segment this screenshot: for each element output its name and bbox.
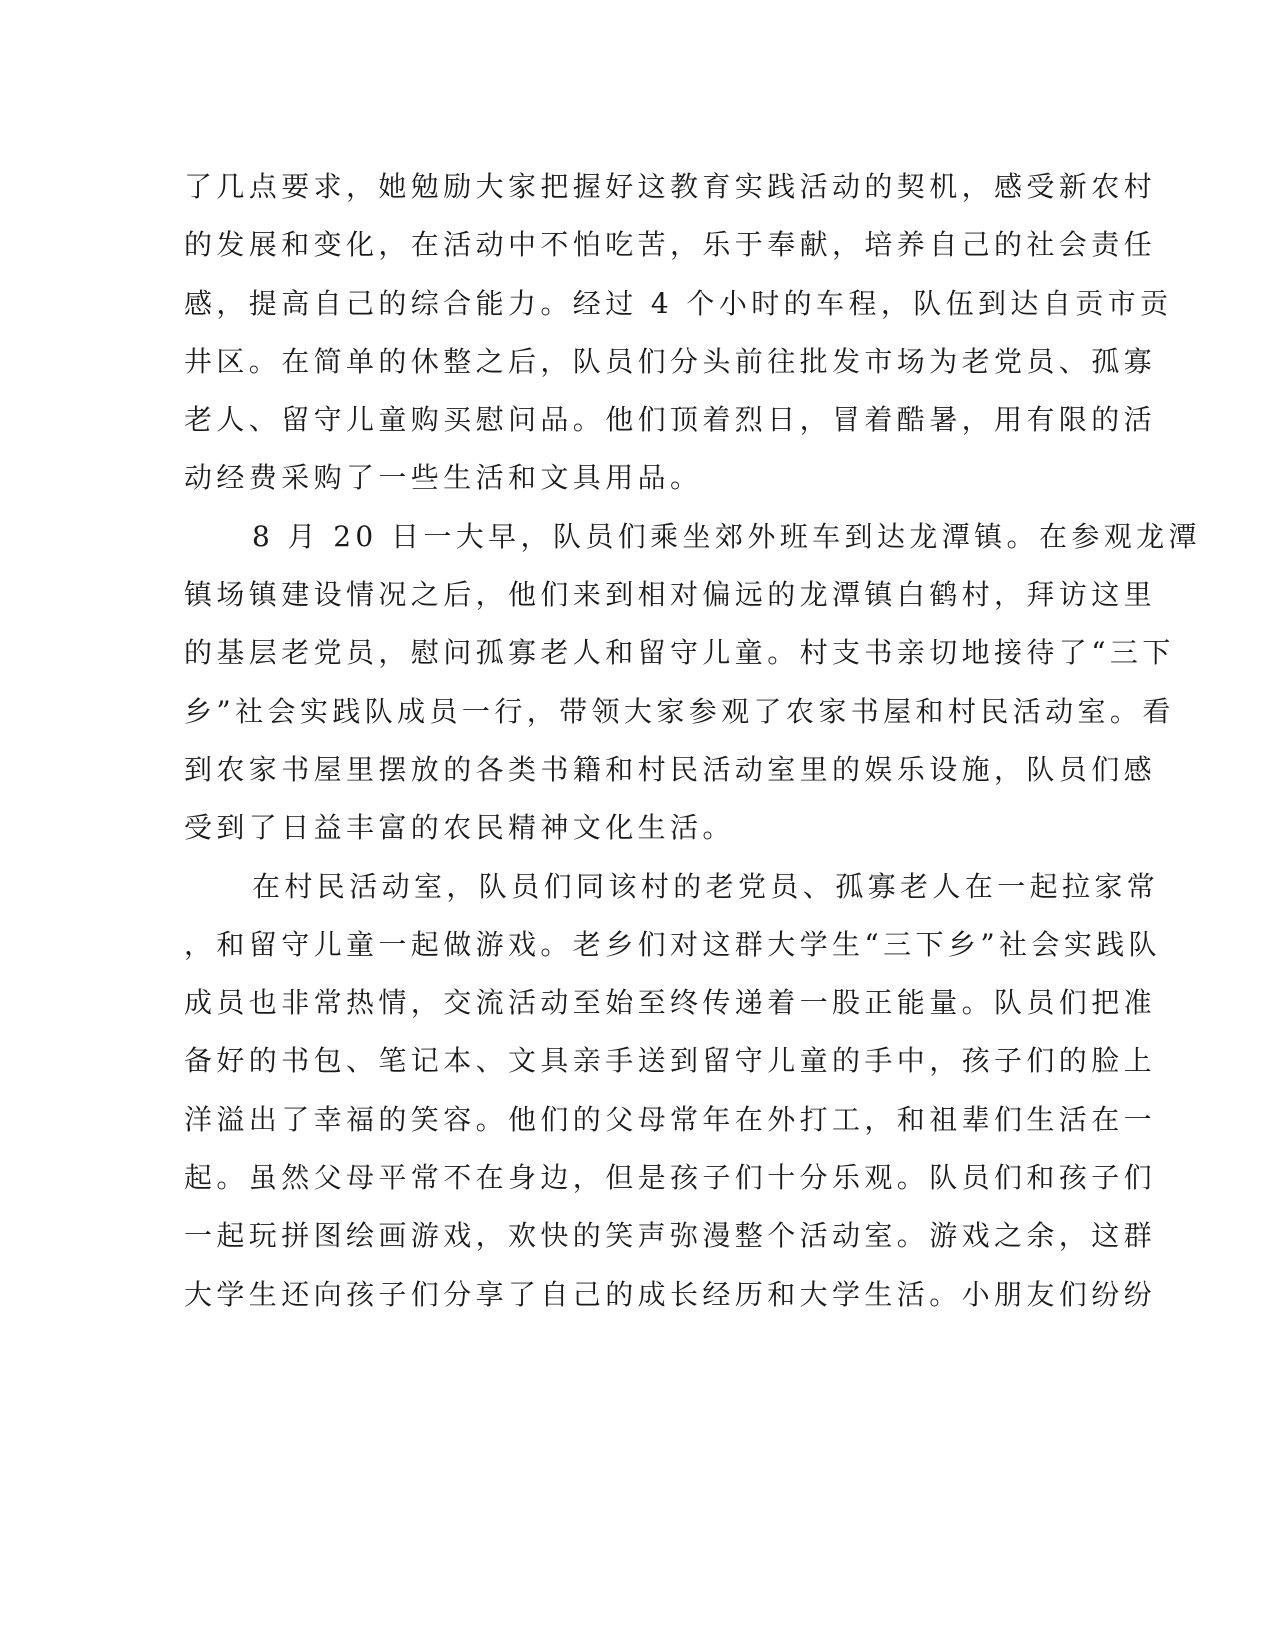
text-line: 大学生还向孩子们分享了自己的成长经历和大学生活。小朋友们纷纷: [184, 1277, 1157, 1311]
text-line: 洋溢出了幸福的笑容。他们的父母常年在外打工，和祖辈们生活在一: [184, 1102, 1157, 1136]
text-line: 了几点要求，她勉励大家把握好这教育实践活动的契机，感受新农村: [184, 170, 1157, 203]
text-line: 在村民活动室，队员们同该村的老党员、孤寡老人在一起拉家常: [252, 869, 1160, 903]
text-line: ，和留守儿童一起做游戏。老乡们对这群大学生“三下乡”社会实践队: [184, 927, 1162, 961]
text-line: 成员也非常热情，交流活动至始至终传递着一股正能量。队员们把准: [184, 986, 1157, 1020]
paragraph-2: [184, 508, 1201, 858]
text-line: 井区。在简单的休整之后，队员们分头前往批发市场为老党员、孤寡: [184, 344, 1157, 378]
paragraph-3: [184, 858, 1162, 1324]
text-line: 老人、留守儿童购买慰问品。他们顶着烈日，冒着酷暑，用有限的活: [184, 403, 1157, 437]
text-line: 乡”社会实践队成员一行，带领大家参观了农家书屋和村民活动室。看: [184, 694, 1175, 728]
paragraph-1: [184, 158, 1173, 508]
text-line: 受到了日益丰富的农民精神文化生活。: [184, 811, 735, 845]
text-line: 到农家书屋里摆放的各类书籍和村民活动室里的娱乐设施，队员们感: [184, 752, 1157, 786]
text-line: 镇场镇建设情况之后，他们来到相对偏远的龙潭镇白鹤村，拜访这里: [184, 578, 1157, 612]
text-line: 的基层老党员，慰问孤寡老人和留守儿童。村支书亲切地接待了“三下: [184, 636, 1175, 670]
text-line: 一起玩拼图绘画游戏，欢快的笑声弥漫整个活动室。游戏之余，这群: [184, 1219, 1157, 1253]
text-line: 感，提高自己的综合能力。经过 4 个小时的车程，队伍到达自贡市贡: [184, 286, 1173, 320]
text-line: 的发展和变化，在活动中不怕吃苦，乐于奉献，培养自己的社会责任: [184, 228, 1157, 262]
text-line: 8 月 20 日一大早，队员们乘坐郊外班车到达龙潭镇。在参观龙潭: [252, 519, 1201, 553]
body-text: [184, 158, 1201, 1324]
text-line: 起。虽然父母平常不在身边，但是孩子们十分乐观。队员们和孩子们: [184, 1161, 1157, 1195]
text-line: 动经费采购了一些生活和文具用品。: [184, 461, 703, 495]
text-line: 备好的书包、笔记本、文具亲手送到留守儿童的手中，孩子们的脸上: [184, 1044, 1157, 1078]
